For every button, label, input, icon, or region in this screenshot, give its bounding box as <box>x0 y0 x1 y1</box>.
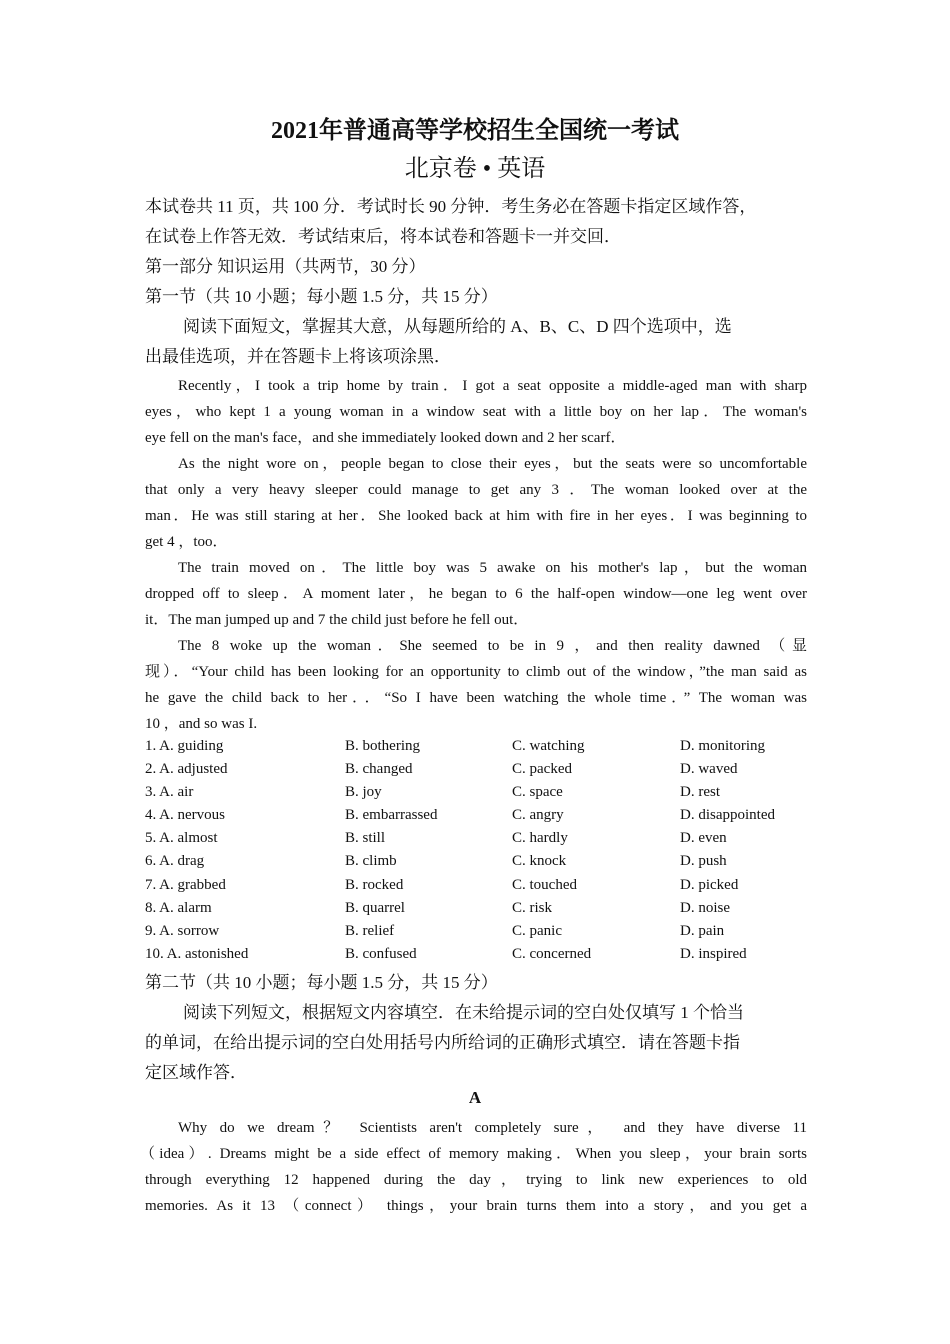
option-row <box>145 900 807 923</box>
option: C. panic <box>512 922 562 939</box>
option-row <box>145 830 807 853</box>
option-row <box>145 738 807 761</box>
option: B. joy <box>345 784 382 801</box>
option: C. angry <box>512 807 564 824</box>
intro-line-2: 在试卷上作答无效．考试结束后，将本试卷和答题卡一并交回． <box>145 227 621 246</box>
passage-line: 现）．“Your child has been looking for an opportunity to climb out of the window，”the man said as <box>145 664 807 680</box>
section1-instructions-2: 出最佳选项，并在答题卡上将该项涂黑． <box>145 347 451 366</box>
option: D. picked <box>680 876 739 893</box>
intro-line-1: 本试卷共 11 页，共 100 分．考试时长 90 分钟．考生务必在答题卡指定区域作答， <box>145 197 757 216</box>
option-row <box>145 807 807 830</box>
option: 8. A. alarm <box>145 899 212 916</box>
option: D. even <box>680 830 727 847</box>
option: D. monitoring <box>680 738 765 754</box>
section1-heading: 第一节（共 10 小题；每小题 1.5 分，共 15 分） <box>145 287 498 306</box>
passage-a-label: A <box>468 1088 482 1107</box>
option: D. push <box>680 853 727 870</box>
option: D. noise <box>680 899 730 916</box>
exam-title: 2021年普通高等学校招生全国统一考试 <box>271 118 679 144</box>
option: B. changed <box>345 761 413 778</box>
option: 5. A. almost <box>145 830 218 847</box>
passage-line: eyes，who kept 1 a young woman in a window seat with a little boy on her lap．The woman's <box>145 404 807 420</box>
option: 6. A. drag <box>145 853 205 870</box>
option: C. risk <box>512 899 553 916</box>
passage-line: he gave the child back to her．．“So I have been watching the whole time．” The woman was <box>145 690 807 706</box>
option: C. concerned <box>512 945 592 962</box>
option: B. confused <box>345 945 417 962</box>
option: C. watching <box>512 738 585 754</box>
passage-line: that only a very heavy sleeper could manage to get any 3 ．The woman looked over at the <box>145 482 807 498</box>
option-row <box>145 761 807 784</box>
option: D. waved <box>680 761 738 778</box>
option: B. relief <box>345 922 395 939</box>
passage-line: eye fell on the man's face，and she immediately looked down and 2 her scarf． <box>145 430 626 446</box>
option: C. touched <box>512 876 577 893</box>
option-row <box>145 853 807 876</box>
option: 2. A. adjusted <box>145 761 228 778</box>
option: C. knock <box>512 853 567 870</box>
option: 3. A. air <box>145 784 194 801</box>
option-row <box>145 877 807 900</box>
option: 10. A. astonished <box>145 945 249 962</box>
option: C. packed <box>512 761 572 778</box>
passage-line: it．The man jumped up and 7 the child just before he fell out． <box>145 612 529 628</box>
option-row <box>145 946 807 969</box>
option: B. rocked <box>345 876 404 893</box>
option: C. hardly <box>512 830 568 847</box>
passage-a-line: memories. As it 13 （connect） things，your brain turns them into a story，and you get a <box>145 1198 807 1214</box>
option: D. rest <box>680 784 720 801</box>
exam-subtitle: 北京卷 • 英语 <box>404 156 546 182</box>
passage-line: 10 ，and so was I. <box>145 716 258 732</box>
option: B. embarrassed <box>345 807 438 824</box>
section1-instructions-1: 阅读下面短文，掌握其大意，从每题所给的 A、B、C、D 四个选项中，选 <box>183 317 732 336</box>
passage-a-line: Why do we dream？ Scientists aren't completely sure， and they have diverse 11 <box>178 1120 807 1136</box>
passage-line: dropped off to sleep．A moment later，he began to 6 the half-open window—one leg went over <box>145 586 807 602</box>
passage-line: get 4 ，too． <box>145 534 228 550</box>
option: 4. A. nervous <box>145 807 225 824</box>
section2-instructions-2: 的单词，在给出提示词的空白处用括号内所给词的正确形式填空．请在答题卡指 <box>145 1033 740 1052</box>
option: D. inspired <box>680 945 747 962</box>
section2-heading: 第二节（共 10 小题；每小题 1.5 分，共 15 分） <box>145 973 498 992</box>
option: B. climb <box>345 853 397 870</box>
part1-heading: 第一部分 知识运用（共两节，30 分） <box>145 257 426 276</box>
option-row <box>145 923 807 946</box>
option: C. space <box>512 784 563 801</box>
passage-line: man．He was still staring at her．She looked back at him with fire in her eyes．I was beginning to <box>145 508 807 524</box>
option-row <box>145 784 807 807</box>
option: D. pain <box>680 922 725 939</box>
passage-line: The train moved on．The little boy was 5 awake on his mother's lap，but the woman <box>178 560 807 576</box>
option: B. quarrel <box>345 899 405 916</box>
passage-a-line: through everything 12 happened during the day，trying to link new experiences to old <box>145 1172 807 1188</box>
passage-a-line: （idea）. Dreams might be a side effect of memory making．When you sleep，your brain sorts <box>140 1146 807 1162</box>
passage-line: Recently，I took a trip home by train．I got a seat opposite a middle-aged man with sharp <box>178 378 807 394</box>
passage-line: The 8 woke up the woman．She seemed to be in 9 ，and then reality dawned （显 <box>178 638 807 654</box>
section2-instructions-3: 定区域作答． <box>145 1063 247 1082</box>
option: B. still <box>345 830 386 847</box>
option: B. bothering <box>345 738 420 754</box>
passage-line: As the night wore on，people began to close their eyes，but the seats were so uncomfortable <box>178 456 807 472</box>
option: D. disappointed <box>680 807 775 824</box>
option: 7. A. grabbed <box>145 876 226 893</box>
section2-instructions-1: 阅读下列短文，根据短文内容填空．在未给提示词的空白处仅填写 1 个恰当 <box>183 1003 744 1022</box>
options-table <box>145 738 807 969</box>
option: 1. A. guiding <box>145 738 224 754</box>
option: 9. A. sorrow <box>145 922 220 939</box>
